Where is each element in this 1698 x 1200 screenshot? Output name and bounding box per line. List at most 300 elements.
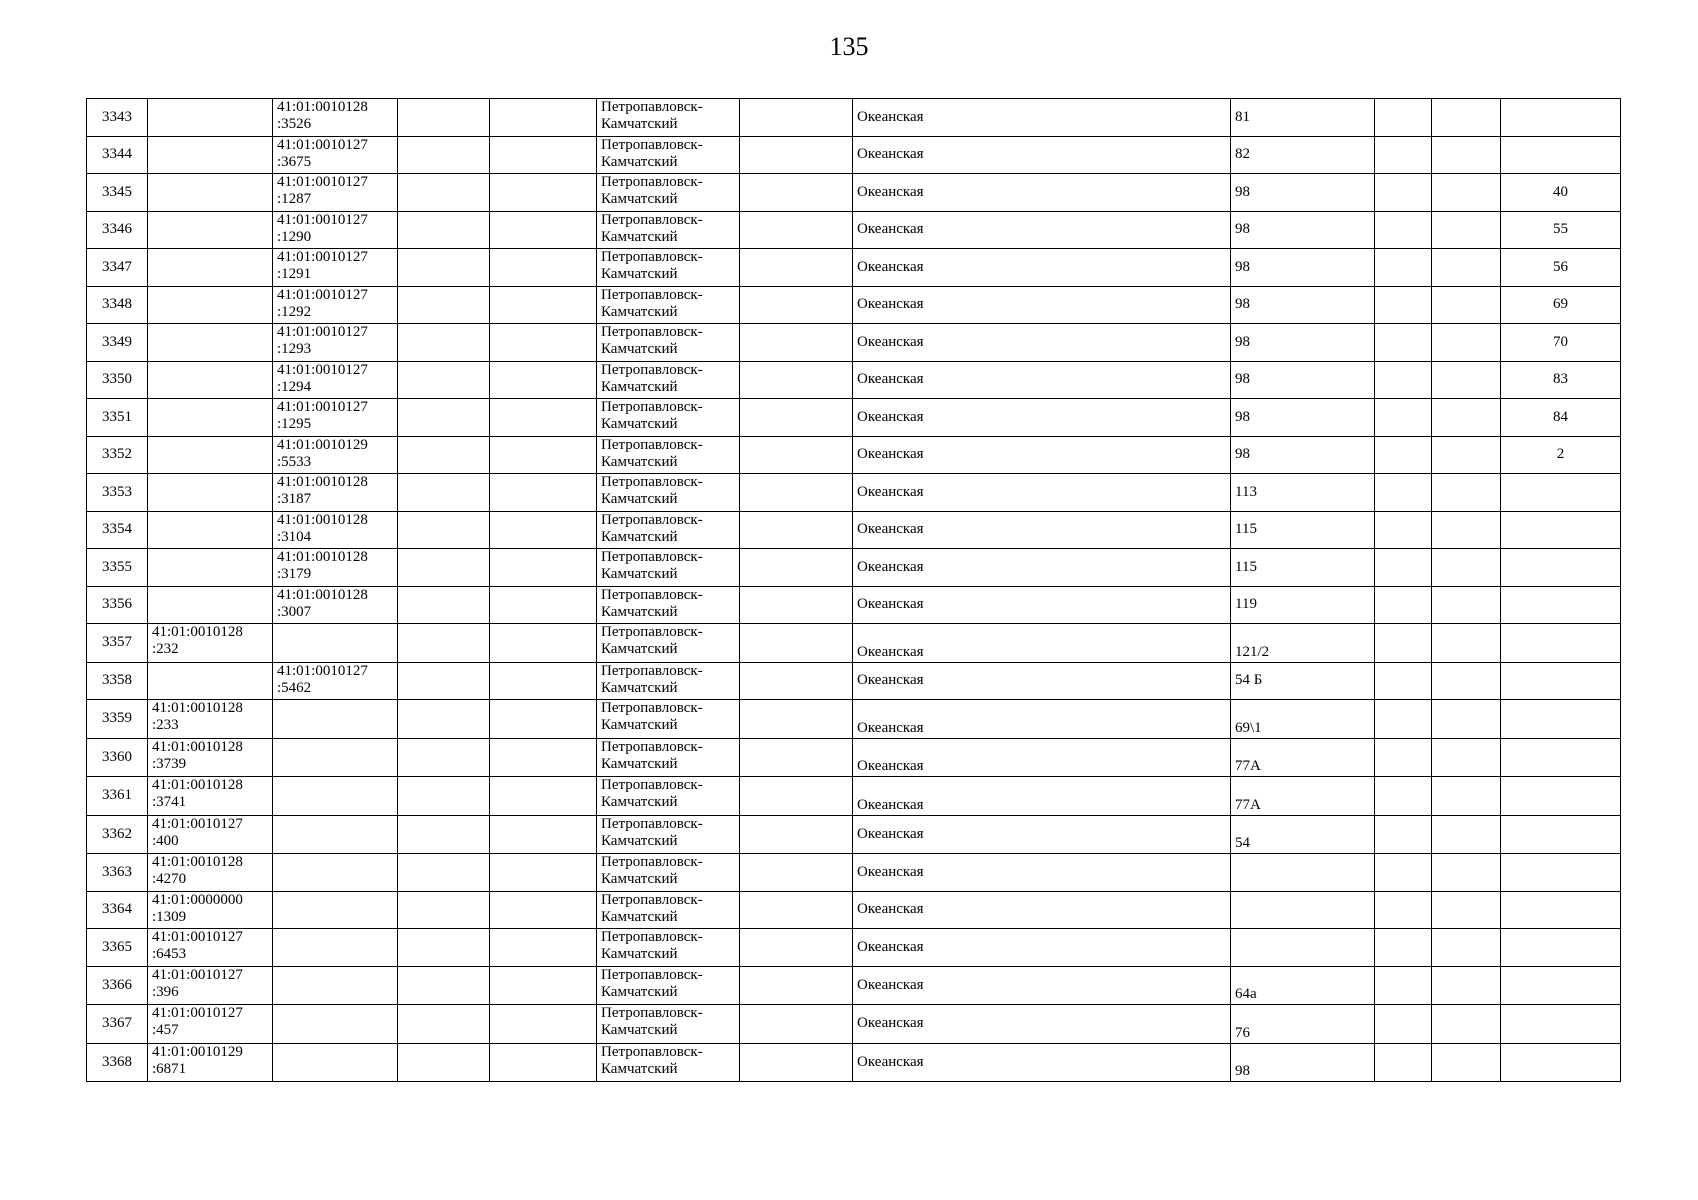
- city-name-line: Камчатский: [601, 1022, 678, 1038]
- city-name-line: Камчатский: [601, 116, 678, 132]
- empty-cell: [490, 624, 597, 663]
- empty-cell: [490, 1043, 597, 1082]
- row-number-cell: 3356: [87, 586, 148, 624]
- empty-cell: [740, 1043, 853, 1082]
- city-name-line: Камчатский: [601, 378, 678, 395]
- city-name-line: Камчатский: [601, 946, 678, 962]
- empty-cell: [490, 324, 597, 362]
- empty-cell: [1375, 361, 1432, 399]
- row-number-cell: 3360: [87, 738, 148, 777]
- empty-cell: [1375, 99, 1432, 137]
- row-number-cell: 3353: [87, 474, 148, 512]
- apartment-number-cell: [1501, 815, 1621, 854]
- city-name-line: Петропавловск-: [601, 399, 703, 415]
- street-cell: Океанская: [853, 854, 1231, 892]
- row-number-cell: 3358: [87, 662, 148, 700]
- apartment-number-cell: [1501, 854, 1621, 892]
- building-cadastral-number-cell: [273, 399, 398, 437]
- building-cadastral-number-cell: [273, 549, 398, 587]
- city-cell: [597, 211, 740, 249]
- row-number-cell: 3364: [87, 891, 148, 929]
- city-name-line: Камчатский: [601, 641, 678, 657]
- empty-cell: [1375, 777, 1432, 816]
- empty-cell: [1375, 966, 1432, 1005]
- empty-cell: [1375, 211, 1432, 249]
- empty-cell: [740, 211, 853, 249]
- land-cadastral-number-cell: [148, 662, 273, 700]
- cadastral-number-line: :6871: [152, 1060, 187, 1077]
- city-name-line: Петропавловск-: [601, 249, 703, 265]
- city-cell: [597, 436, 740, 474]
- building-cadastral-number-cell: [273, 511, 398, 549]
- city-name-line: Камчатский: [601, 491, 678, 507]
- table-row: [87, 474, 1621, 512]
- cadastral-number-line: 41:01:0010128: [277, 586, 368, 603]
- empty-cell: [490, 511, 597, 549]
- empty-cell: [740, 474, 853, 512]
- city-name-line: Камчатский: [601, 603, 678, 620]
- cadastral-number-line: 41:01:0010127: [277, 361, 368, 378]
- empty-cell: [398, 361, 490, 399]
- city-name-line: Камчатский: [601, 908, 678, 925]
- table-row: [87, 174, 1621, 212]
- city-name-line: Петропавловск-: [601, 286, 703, 303]
- building-cadastral-number-cell: [273, 854, 398, 892]
- house-number-cell: 77А: [1231, 777, 1375, 816]
- city-cell: [597, 662, 740, 700]
- empty-cell: [1375, 249, 1432, 287]
- empty-cell: [1375, 474, 1432, 512]
- street-cell: Океанская: [853, 624, 1231, 663]
- cadastral-number-line: :4270: [152, 871, 187, 887]
- cadastral-number-line: 41:01:0010127: [152, 929, 243, 945]
- street-cell: Океанская: [853, 286, 1231, 324]
- building-cadastral-number-cell: [273, 929, 398, 967]
- apartment-number-cell: [1501, 99, 1621, 137]
- empty-cell: [1432, 286, 1501, 324]
- building-cadastral-number-cell: [273, 662, 398, 700]
- empty-cell: [398, 854, 490, 892]
- row-number-cell: 3366: [87, 966, 148, 1005]
- city-name-line: Камчатский: [601, 794, 678, 810]
- empty-cell: [740, 1005, 853, 1044]
- apartment-number-cell: [1501, 1043, 1621, 1082]
- empty-cell: [1432, 815, 1501, 854]
- house-number-cell: 77А: [1231, 738, 1375, 777]
- empty-cell: [398, 249, 490, 287]
- empty-cell: [1432, 436, 1501, 474]
- table-row: [87, 815, 1621, 854]
- empty-cell: [490, 286, 597, 324]
- apartment-number-cell: [1501, 586, 1621, 624]
- table-row: [87, 738, 1621, 777]
- house-number-cell: 76: [1231, 1005, 1375, 1044]
- city-name-line: Петропавловск-: [601, 662, 703, 679]
- city-cell: [597, 929, 740, 967]
- city-name-line: Петропавловск-: [601, 1005, 703, 1021]
- cadastral-number-line: 41:01:0010128: [152, 777, 243, 793]
- empty-cell: [1432, 399, 1501, 437]
- empty-cell: [490, 815, 597, 854]
- city-name-line: Камчатский: [601, 528, 678, 545]
- row-number-cell: 3343: [87, 99, 148, 137]
- house-number-cell: 119: [1231, 586, 1375, 624]
- house-number-cell: 98: [1231, 211, 1375, 249]
- city-cell: [597, 966, 740, 1005]
- city-cell: [597, 324, 740, 362]
- city-name-line: Петропавловск-: [601, 174, 703, 190]
- empty-cell: [740, 136, 853, 174]
- land-cadastral-number-cell: [148, 586, 273, 624]
- cadastral-number-line: 41:01:0010128: [277, 99, 368, 115]
- table-row: [87, 662, 1621, 700]
- city-name-line: Петропавловск-: [601, 361, 703, 378]
- empty-cell: [490, 777, 597, 816]
- street-cell: Океанская: [853, 436, 1231, 474]
- land-cadastral-number-cell: [148, 99, 273, 137]
- street-cell: Океанская: [853, 174, 1231, 212]
- building-cadastral-number-cell: [273, 1043, 398, 1082]
- empty-cell: [1432, 777, 1501, 816]
- house-number-cell: [1231, 854, 1375, 892]
- cadastral-number-line: 41:01:0010128: [277, 474, 368, 490]
- row-number-cell: 3357: [87, 624, 148, 663]
- row-number-cell: 3348: [87, 286, 148, 324]
- cadastral-number-line: 41:01:0010128: [152, 700, 243, 716]
- street-cell: Океанская: [853, 399, 1231, 437]
- cadastral-number-line: 41:01:0010127: [277, 286, 368, 303]
- empty-cell: [490, 399, 597, 437]
- apartment-number-cell: [1501, 624, 1621, 663]
- cadastral-number-line: :400: [152, 832, 179, 849]
- apartment-number-cell: [1501, 738, 1621, 777]
- empty-cell: [1375, 324, 1432, 362]
- empty-cell: [740, 324, 853, 362]
- empty-cell: [1432, 891, 1501, 929]
- building-cadastral-number-cell: [273, 624, 398, 663]
- row-number-cell: 3346: [87, 211, 148, 249]
- empty-cell: [1375, 815, 1432, 854]
- street-cell: Океанская: [853, 966, 1231, 1005]
- table-row: [87, 361, 1621, 399]
- table-row: [87, 700, 1621, 739]
- empty-cell: [1432, 662, 1501, 700]
- city-name-line: Камчатский: [601, 679, 678, 696]
- city-name-line: Петропавловск-: [601, 854, 703, 870]
- building-cadastral-number-cell: [273, 474, 398, 512]
- house-number-cell: 98: [1231, 324, 1375, 362]
- cadastral-number-line: :3526: [277, 116, 312, 132]
- row-number-cell: 3361: [87, 777, 148, 816]
- house-number-cell: 54 Б: [1231, 662, 1375, 700]
- apartment-number-cell: 55: [1501, 211, 1621, 249]
- city-name-line: Камчатский: [601, 341, 678, 357]
- building-cadastral-number-cell: [273, 174, 398, 212]
- empty-cell: [398, 1005, 490, 1044]
- empty-cell: [490, 966, 597, 1005]
- empty-cell: [398, 586, 490, 624]
- table-body: [87, 99, 1621, 1082]
- house-number-cell: 98: [1231, 1043, 1375, 1082]
- table-row: [87, 211, 1621, 249]
- table-row: [87, 399, 1621, 437]
- row-number-cell: 3351: [87, 399, 148, 437]
- cadastral-number-line: :1293: [277, 341, 312, 357]
- street-cell: Океанская: [853, 700, 1231, 739]
- building-cadastral-number-cell: [273, 700, 398, 739]
- empty-cell: [740, 662, 853, 700]
- city-cell: [597, 136, 740, 174]
- city-name-line: Петропавловск-: [601, 777, 703, 793]
- city-name-line: Петропавловск-: [601, 136, 703, 153]
- table-row: [87, 549, 1621, 587]
- empty-cell: [1375, 174, 1432, 212]
- land-cadastral-number-cell: [148, 1043, 273, 1082]
- empty-cell: [1375, 1005, 1432, 1044]
- row-number-cell: 3365: [87, 929, 148, 967]
- apartment-number-cell: [1501, 891, 1621, 929]
- empty-cell: [740, 549, 853, 587]
- land-cadastral-number-cell: [148, 511, 273, 549]
- cadastral-number-line: :457: [152, 1022, 179, 1038]
- street-cell: Океанская: [853, 474, 1231, 512]
- building-cadastral-number-cell: [273, 436, 398, 474]
- empty-cell: [1432, 211, 1501, 249]
- empty-cell: [1432, 624, 1501, 663]
- house-number-cell: 115: [1231, 511, 1375, 549]
- cadastral-number-line: :3187: [277, 491, 312, 507]
- apartment-number-cell: 2: [1501, 436, 1621, 474]
- cadastral-number-line: :3739: [152, 755, 187, 772]
- city-name-line: Петропавловск-: [601, 474, 703, 490]
- empty-cell: [398, 891, 490, 929]
- empty-cell: [398, 436, 490, 474]
- empty-cell: [490, 249, 597, 287]
- city-name-line: Камчатский: [601, 566, 678, 582]
- house-number-cell: 121/2: [1231, 624, 1375, 663]
- row-number-cell: 3349: [87, 324, 148, 362]
- city-name-line: Камчатский: [601, 871, 678, 887]
- empty-cell: [1375, 1043, 1432, 1082]
- table-row: [87, 777, 1621, 816]
- cadastral-number-line: :5462: [277, 679, 312, 696]
- city-name-line: Камчатский: [601, 832, 678, 849]
- empty-cell: [490, 361, 597, 399]
- apartment-number-cell: 84: [1501, 399, 1621, 437]
- house-number-cell: 98: [1231, 174, 1375, 212]
- empty-cell: [490, 854, 597, 892]
- empty-cell: [398, 700, 490, 739]
- empty-cell: [1432, 174, 1501, 212]
- apartment-number-cell: [1501, 549, 1621, 587]
- city-name-line: Петропавловск-: [601, 549, 703, 565]
- empty-cell: [398, 136, 490, 174]
- table-row: [87, 136, 1621, 174]
- cadastral-number-line: 41:01:0010127: [277, 136, 368, 153]
- empty-cell: [490, 929, 597, 967]
- table-row: [87, 586, 1621, 624]
- row-number-cell: 3363: [87, 854, 148, 892]
- apartment-number-cell: 83: [1501, 361, 1621, 399]
- apartment-number-cell: [1501, 1005, 1621, 1044]
- empty-cell: [1375, 624, 1432, 663]
- cadastral-number-line: :6453: [152, 946, 187, 962]
- empty-cell: [740, 891, 853, 929]
- empty-cell: [1432, 854, 1501, 892]
- street-cell: Океанская: [853, 136, 1231, 174]
- house-number-cell: 82: [1231, 136, 1375, 174]
- empty-cell: [490, 662, 597, 700]
- empty-cell: [740, 777, 853, 816]
- empty-cell: [1432, 700, 1501, 739]
- land-cadastral-number-cell: [148, 777, 273, 816]
- land-cadastral-number-cell: [148, 700, 273, 739]
- land-cadastral-number-cell: [148, 738, 273, 777]
- land-cadastral-number-cell: [148, 174, 273, 212]
- cadastral-number-line: :396: [152, 983, 179, 1000]
- empty-cell: [1432, 738, 1501, 777]
- city-cell: [597, 1005, 740, 1044]
- table-row: [87, 286, 1621, 324]
- cadastral-number-line: 41:01:0010127: [277, 399, 368, 415]
- empty-cell: [1375, 399, 1432, 437]
- empty-cell: [740, 738, 853, 777]
- city-cell: [597, 854, 740, 892]
- apartment-number-cell: [1501, 777, 1621, 816]
- empty-cell: [740, 399, 853, 437]
- city-name-line: Камчатский: [601, 266, 678, 282]
- city-cell: [597, 549, 740, 587]
- empty-cell: [398, 624, 490, 663]
- empty-cell: [398, 549, 490, 587]
- empty-cell: [740, 99, 853, 137]
- empty-cell: [1375, 662, 1432, 700]
- street-cell: Океанская: [853, 249, 1231, 287]
- apartment-number-cell: [1501, 662, 1621, 700]
- empty-cell: [490, 99, 597, 137]
- city-name-line: Петропавловск-: [601, 211, 703, 228]
- cadastral-number-line: :1294: [277, 378, 312, 395]
- empty-cell: [740, 511, 853, 549]
- city-name-line: Камчатский: [601, 717, 678, 733]
- cadastral-number-line: :3675: [277, 153, 312, 170]
- land-cadastral-number-cell: [148, 891, 273, 929]
- cadastral-number-line: :3104: [277, 528, 312, 545]
- city-name-line: Петропавловск-: [601, 511, 703, 528]
- empty-cell: [740, 436, 853, 474]
- page-number: 135: [829, 32, 869, 61]
- cadastral-number-line: 41:01:0000000: [152, 891, 243, 908]
- cadastral-number-line: :1290: [277, 228, 312, 245]
- row-number-cell: 3352: [87, 436, 148, 474]
- table-row: [87, 511, 1621, 549]
- city-name-line: Камчатский: [601, 1060, 678, 1077]
- cadastral-number-line: :3179: [277, 566, 312, 582]
- city-name-line: Камчатский: [601, 191, 678, 207]
- empty-cell: [490, 436, 597, 474]
- empty-cell: [1432, 136, 1501, 174]
- city-name-line: Петропавловск-: [601, 324, 703, 340]
- house-number-cell: 113: [1231, 474, 1375, 512]
- city-name-line: Камчатский: [601, 416, 678, 432]
- building-cadastral-number-cell: [273, 738, 398, 777]
- street-cell: Океанская: [853, 662, 1231, 700]
- land-cadastral-number-cell: [148, 211, 273, 249]
- cadastral-number-line: :3741: [152, 794, 187, 810]
- empty-cell: [398, 738, 490, 777]
- city-name-line: Петропавловск-: [601, 436, 703, 453]
- land-cadastral-number-cell: [148, 854, 273, 892]
- house-number-cell: 98: [1231, 286, 1375, 324]
- empty-cell: [490, 1005, 597, 1044]
- empty-cell: [1375, 854, 1432, 892]
- empty-cell: [1375, 436, 1432, 474]
- cadastral-number-line: 41:01:0010127: [277, 211, 368, 228]
- street-cell: Океанская: [853, 586, 1231, 624]
- city-name-line: Камчатский: [601, 153, 678, 170]
- land-cadastral-number-cell: [148, 361, 273, 399]
- apartment-number-cell: 56: [1501, 249, 1621, 287]
- apartment-number-cell: [1501, 511, 1621, 549]
- empty-cell: [490, 738, 597, 777]
- cadastral-number-line: 41:01:0010128: [152, 738, 243, 755]
- apartment-number-cell: [1501, 700, 1621, 739]
- land-cadastral-number-cell: [148, 929, 273, 967]
- empty-cell: [490, 174, 597, 212]
- land-cadastral-number-cell: [148, 815, 273, 854]
- cadastral-number-line: :1291: [277, 266, 312, 282]
- city-cell: [597, 777, 740, 816]
- land-cadastral-number-cell: [148, 1005, 273, 1044]
- empty-cell: [1432, 99, 1501, 137]
- city-cell: [597, 286, 740, 324]
- empty-cell: [398, 929, 490, 967]
- cadastral-number-line: 41:01:0010127: [152, 815, 243, 832]
- empty-cell: [1432, 474, 1501, 512]
- street-cell: Океанская: [853, 1005, 1231, 1044]
- city-name-line: Камчатский: [601, 228, 678, 245]
- row-number-cell: 3345: [87, 174, 148, 212]
- land-cadastral-number-cell: [148, 399, 273, 437]
- row-number-cell: 3368: [87, 1043, 148, 1082]
- empty-cell: [398, 815, 490, 854]
- house-number-cell: 69\1: [1231, 700, 1375, 739]
- row-number-cell: 3359: [87, 700, 148, 739]
- city-name-line: Камчатский: [601, 755, 678, 772]
- empty-cell: [398, 777, 490, 816]
- cadastral-number-line: :1292: [277, 303, 312, 320]
- city-cell: [597, 700, 740, 739]
- city-name-line: Петропавловск-: [601, 624, 703, 640]
- row-number-cell: 3354: [87, 511, 148, 549]
- city-name-line: Петропавловск-: [601, 700, 703, 716]
- empty-cell: [398, 1043, 490, 1082]
- apartment-number-cell: [1501, 474, 1621, 512]
- empty-cell: [1432, 249, 1501, 287]
- street-cell: Океанская: [853, 99, 1231, 137]
- cadastral-number-line: 41:01:0010129: [277, 436, 368, 453]
- empty-cell: [398, 662, 490, 700]
- empty-cell: [490, 136, 597, 174]
- street-cell: Океанская: [853, 361, 1231, 399]
- land-cadastral-number-cell: [148, 549, 273, 587]
- building-cadastral-number-cell: [273, 777, 398, 816]
- cadastral-number-line: 41:01:0010127: [152, 1005, 243, 1021]
- empty-cell: [740, 286, 853, 324]
- empty-cell: [398, 99, 490, 137]
- apartment-number-cell: [1501, 966, 1621, 1005]
- empty-cell: [1375, 891, 1432, 929]
